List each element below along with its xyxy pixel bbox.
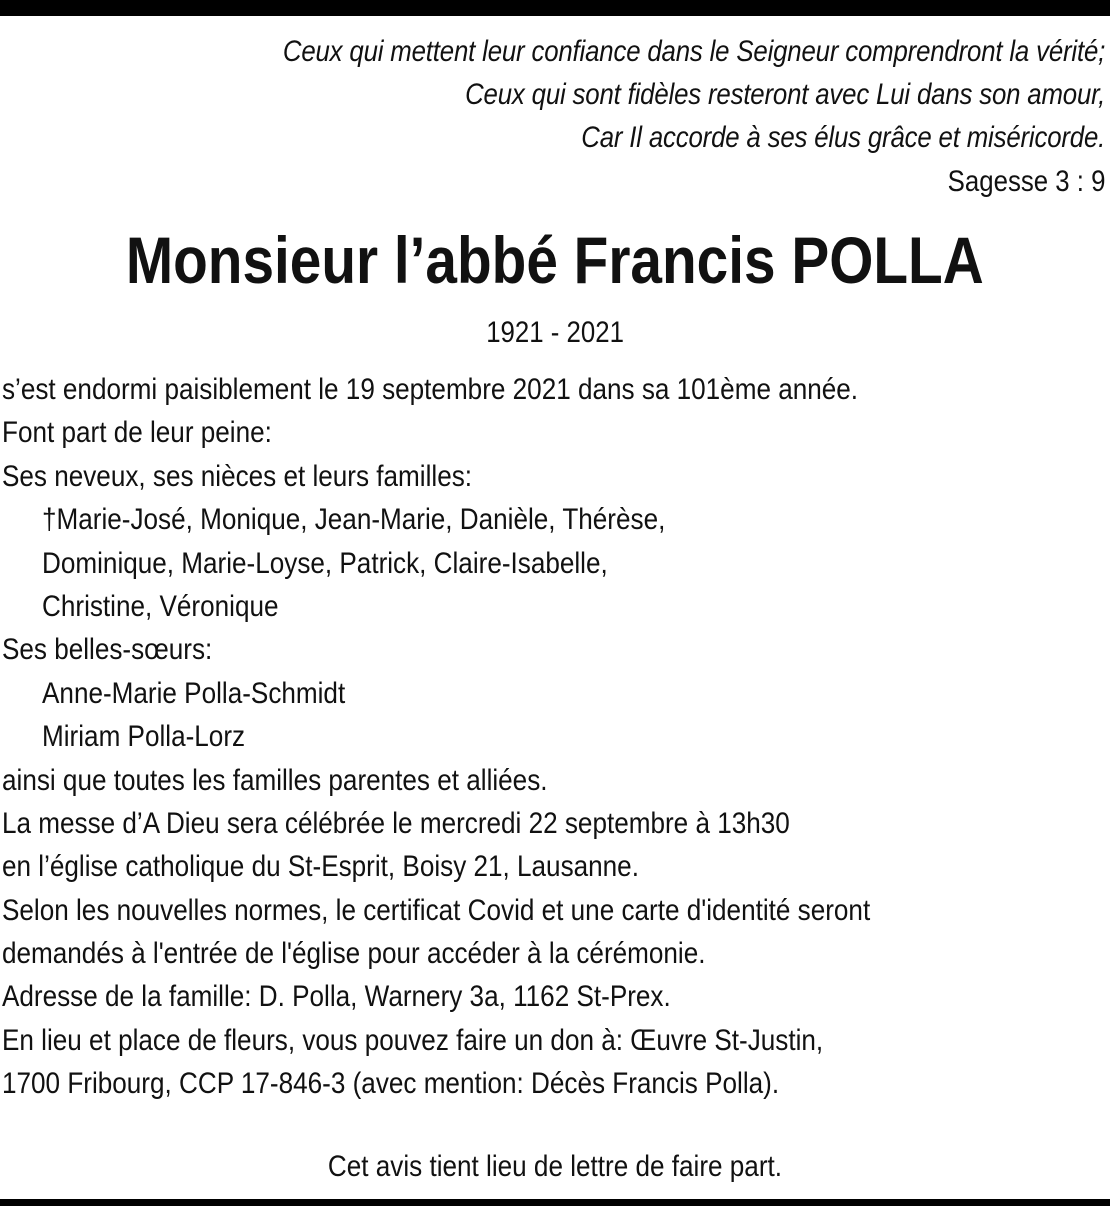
body-line: En lieu et place de fleurs, vous pouvez faire un don à: Œuvre St-Justin,	[2, 1023, 824, 1057]
body-line: Ses neveux, ses nièces et leurs familles:	[2, 459, 473, 493]
body-line: Ses belles-sœurs:	[2, 633, 213, 667]
body-line: La messe d’A Dieu sera célébrée le mercredi 22 septembre à 13h30	[2, 806, 790, 840]
verse-line: Ceux qui sont fidèles resteront avec Lui dans son amour,	[464, 78, 1105, 111]
family-names-line: Christine, Véronique	[42, 589, 279, 623]
deceased-name-text: Monsieur l’abbé Francis POLLA	[126, 223, 984, 297]
announcement-body	[2, 368, 870, 1106]
body-line: demandés à l'entrée de l'église pour accéder à la cérémonie.	[2, 937, 706, 971]
life-years-text: 1921 - 2021	[486, 316, 624, 349]
family-names-line: Miriam Polla-Lorz	[42, 720, 246, 754]
life-years	[0, 311, 1110, 354]
family-names-line: †Marie-José, Monique, Jean-Marie, Danièle, Thérèse,	[42, 503, 666, 537]
family-names-line: Dominique, Marie-Loyse, Patrick, Claire-Isabelle,	[42, 546, 608, 580]
body-line: 1700 Fribourg, CCP 17-846-3 (avec mention: Décès Francis Polla).	[2, 1067, 780, 1101]
body-line: en l’église catholique du St-Esprit, Boisy 21, Lausanne.	[2, 850, 639, 884]
bible-verse	[283, 30, 1105, 159]
bottom-border	[0, 1199, 1110, 1206]
footer-note	[0, 1145, 1110, 1188]
body-line: ainsi que toutes les familles parentes et alliées.	[2, 763, 548, 797]
verse-line: Ceux qui mettent leur confiance dans le Seigneur comprendront la vérité;	[282, 35, 1105, 68]
verse-line: Car Il accorde à ses élus grâce et miséricorde.	[581, 121, 1105, 154]
family-names-line: Anne-Marie Polla-Schmidt	[42, 676, 346, 710]
body-line: Adresse de la famille: D. Polla, Warnery 3a, 1162 St-Prex.	[2, 980, 671, 1014]
footer-note-text: Cet avis tient lieu de lettre de faire part.	[327, 1150, 783, 1183]
body-line: Font part de leur peine:	[2, 416, 272, 450]
top-border	[0, 0, 1110, 16]
deceased-name	[0, 221, 1110, 299]
verse-reference: Sagesse 3 : 9	[947, 165, 1105, 198]
body-line: s’est endormi paisiblement le 19 septembre 2021 dans sa 101ème année.	[2, 373, 859, 406]
body-line: Selon les nouvelles normes, le certificat Covid et une carte d'identité seront	[2, 893, 871, 927]
